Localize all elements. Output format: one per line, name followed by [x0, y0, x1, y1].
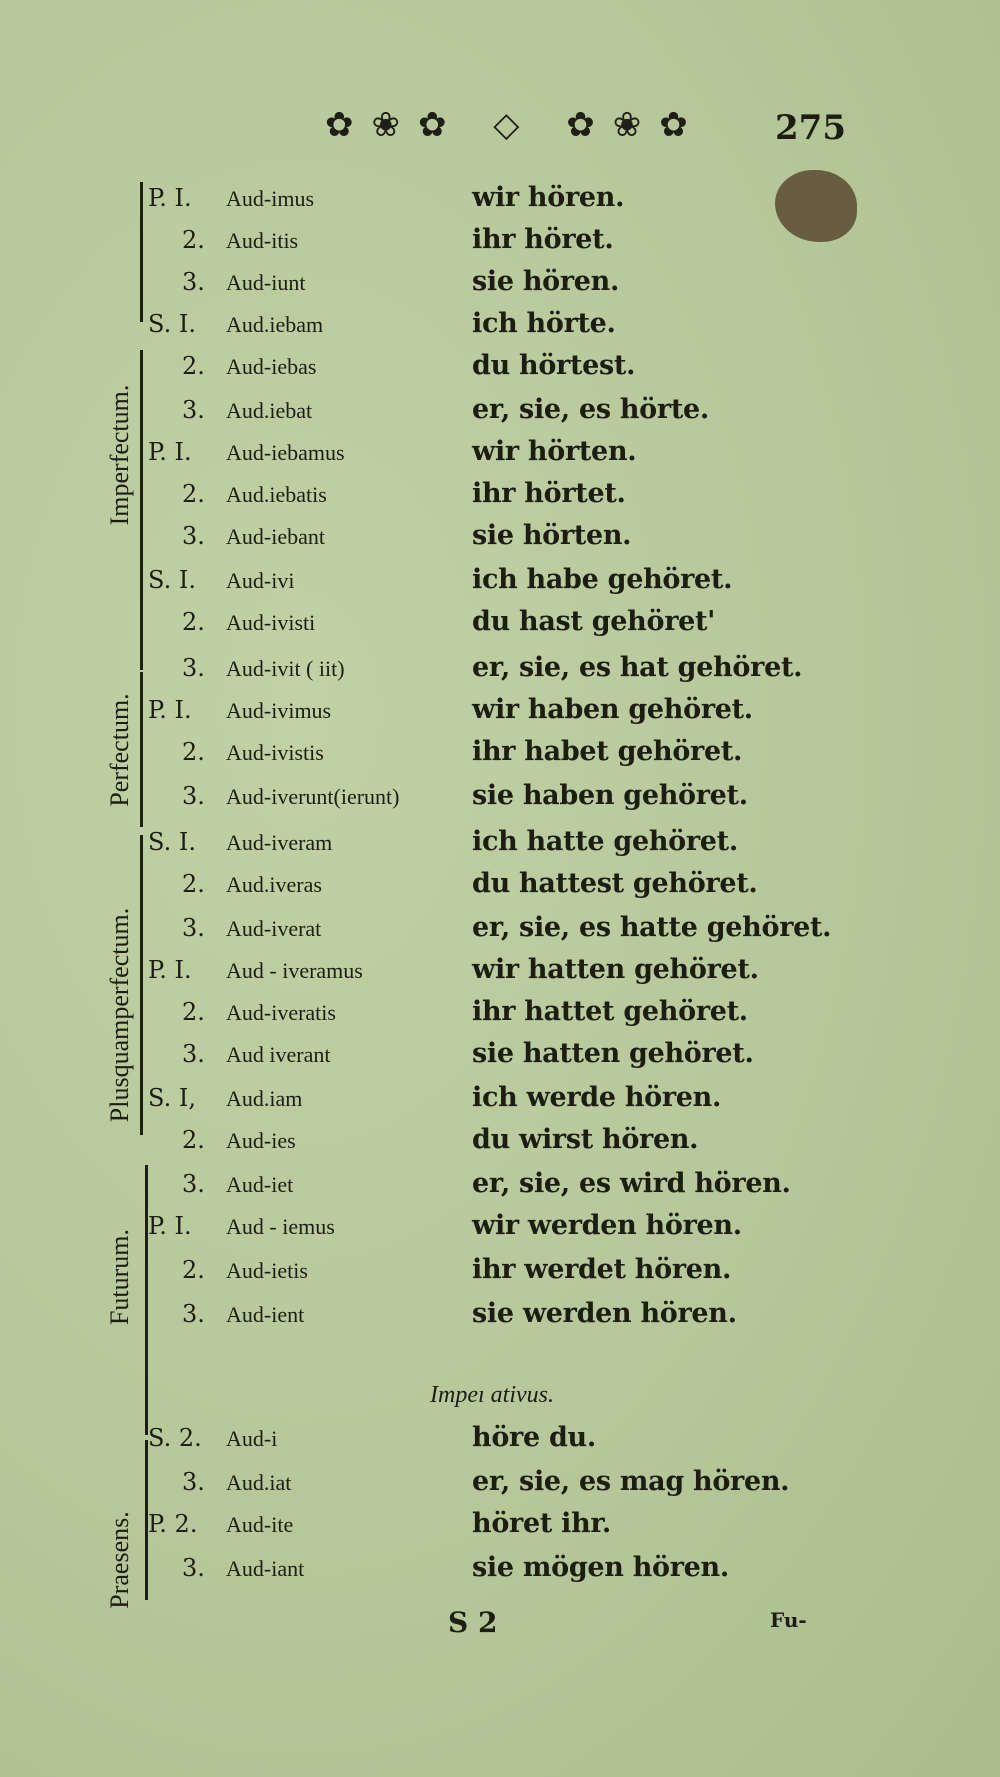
latin-form: Aud-ivi	[226, 568, 295, 593]
latin-form: Aud-ite	[226, 1512, 294, 1537]
latin-form: Aud-ient	[226, 1302, 305, 1327]
table-row	[0, 648, 1000, 688]
section-futurum: Futurum.	[105, 1228, 134, 1326]
person-number: 3.	[182, 1554, 205, 1582]
person-number: 3.	[182, 1040, 205, 1068]
german-translation: er, sie, es mag hören.	[472, 1466, 790, 1497]
latin-form: Aud-iveratis	[226, 1000, 336, 1025]
person-number: 3.	[182, 396, 205, 424]
person-number: 3.	[182, 1170, 205, 1198]
latin-form: Aud-ivistis	[226, 740, 324, 765]
table-row	[0, 1206, 1000, 1246]
table-row	[0, 908, 1000, 948]
person-number: 2.	[182, 738, 205, 766]
german-translation: er, sie, es wird hören.	[472, 1168, 791, 1199]
person-number: S. 2.	[148, 1424, 202, 1452]
person-number: 2.	[182, 226, 205, 254]
person-number: S. I,	[148, 1084, 196, 1112]
person-number: S. I.	[148, 310, 196, 338]
person-number: 3.	[182, 1468, 205, 1496]
person-number: P. I.	[148, 438, 192, 466]
latin-form: Aud-iverunt(ierunt)	[226, 784, 400, 809]
catchword: Fu-	[770, 1608, 807, 1632]
table-row	[0, 516, 1000, 556]
german-translation: sie hören.	[472, 266, 620, 297]
latin-form: Aud-i	[226, 1426, 278, 1451]
person-number: 2.	[182, 608, 205, 636]
person-number: P. I.	[148, 1212, 192, 1240]
person-number: 2.	[182, 1256, 205, 1284]
latin-form: Aud-ivisti	[226, 610, 316, 635]
person-number: P. I.	[148, 956, 192, 984]
latin-form: Aud iverant	[226, 1042, 331, 1067]
person-number: P. I.	[148, 696, 192, 724]
latin-form: Aud.iveras	[226, 872, 322, 897]
latin-form: Aud-iebas	[226, 354, 317, 379]
german-translation: sie mögen hören.	[472, 1552, 729, 1583]
german-translation: du wirst hören.	[472, 1124, 699, 1155]
german-translation: ihr werdet hören.	[472, 1254, 732, 1285]
page-number: 275	[775, 108, 846, 148]
table-row	[0, 690, 1000, 730]
german-translation: wir hören.	[472, 182, 625, 213]
german-translation: sie werden hören.	[472, 1298, 737, 1329]
german-translation: er, sie, es hörte.	[472, 394, 709, 425]
table-row	[0, 992, 1000, 1032]
latin-form: Aud-iunt	[226, 270, 306, 295]
imperativus-heading: Impeı ativus.	[430, 1382, 554, 1408]
german-translation: er, sie, es hat gehöret.	[472, 652, 803, 683]
german-translation: du hast gehöret'	[472, 606, 716, 637]
german-translation: wir hörten.	[472, 436, 637, 467]
person-number: 3.	[182, 1300, 205, 1328]
latin-form: Aud-ies	[226, 1128, 296, 1153]
german-translation: wir haben gehöret.	[472, 694, 753, 725]
german-translation: er, sie, es hatte gehöret.	[472, 912, 832, 943]
person-number: S. I.	[148, 828, 196, 856]
latin-form: Aud-ietis	[226, 1258, 308, 1283]
person-number: 2.	[182, 480, 205, 508]
german-translation: ihr hattet gehöret.	[472, 996, 748, 1027]
latin-form: Aud.iam	[226, 1086, 303, 1111]
section-perfectum: Perfectum.	[105, 693, 134, 807]
latin-form: Aud-imus	[226, 186, 314, 211]
table-row	[0, 1120, 1000, 1160]
person-number: 2.	[182, 998, 205, 1026]
person-number: 3.	[182, 522, 205, 550]
table-row	[0, 390, 1000, 430]
latin-form: Aud.iebat	[226, 398, 313, 423]
person-number: 2.	[182, 1126, 205, 1154]
table-row	[0, 1418, 1000, 1458]
latin-form: Aud.iat	[226, 1470, 292, 1495]
german-translation: ich hörte.	[472, 308, 616, 339]
table-row	[0, 864, 1000, 904]
latin-form: Aud - iemus	[226, 1214, 335, 1239]
person-number: 3.	[182, 782, 205, 810]
person-number: 3.	[182, 914, 205, 942]
german-translation: sie haben gehöret.	[472, 780, 748, 811]
person-number: 2.	[182, 352, 205, 380]
german-translation: höret ihr.	[472, 1508, 611, 1539]
latin-form: Aud-iet	[226, 1172, 294, 1197]
german-translation: du hattest gehöret.	[472, 868, 758, 899]
german-translation: du hörtest.	[472, 350, 636, 381]
latin-form: Aud-iverat	[226, 916, 322, 941]
table-row	[0, 776, 1000, 816]
german-translation: ich habe gehöret.	[472, 564, 733, 595]
signature-mark: S 2	[448, 1606, 498, 1639]
table-row	[0, 1078, 1000, 1118]
section-imperfectum: Imperfectum.	[105, 384, 134, 526]
person-number: 3.	[182, 654, 205, 682]
latin-form: Aud-itis	[226, 228, 299, 253]
table-row	[0, 950, 1000, 990]
person-number: P. 2.	[148, 1510, 198, 1538]
table-row	[0, 1250, 1000, 1290]
person-number: 3.	[182, 268, 205, 296]
german-translation: wir hatten gehöret.	[472, 954, 759, 985]
latin-form: Aud-iebant	[226, 524, 325, 549]
table-row	[0, 474, 1000, 514]
latin-form: Aud.iebatis	[226, 482, 327, 507]
person-number: S. I.	[148, 566, 196, 594]
german-translation: ich hatte gehöret.	[472, 826, 738, 857]
table-row	[0, 1294, 1000, 1334]
latin-form: Aud.iebam	[226, 312, 324, 337]
table-row	[0, 178, 1000, 218]
german-translation: sie hörten.	[472, 520, 632, 551]
german-translation: ihr höret.	[472, 224, 614, 255]
german-translation: wir werden hören.	[472, 1210, 742, 1241]
german-translation: ich werde hören.	[472, 1082, 722, 1113]
table-row	[0, 262, 1000, 302]
latin-form: Aud-ivimus	[226, 698, 332, 723]
table-row	[0, 346, 1000, 386]
latin-form: Aud-iebamus	[226, 440, 345, 465]
table-row	[0, 560, 1000, 600]
table-row	[0, 602, 1000, 642]
table-row	[0, 1164, 1000, 1204]
table-row	[0, 732, 1000, 772]
header-ornament: ✿❀✿ ◇ ✿❀✿	[325, 105, 706, 145]
table-row	[0, 822, 1000, 862]
latin-form: Aud-iveram	[226, 830, 333, 855]
person-number: 2.	[182, 870, 205, 898]
table-row	[0, 1548, 1000, 1588]
table-row	[0, 304, 1000, 344]
table-row	[0, 432, 1000, 472]
section-praesens: Praesens.	[105, 1511, 134, 1609]
german-translation: höre du.	[472, 1422, 596, 1453]
table-row	[0, 220, 1000, 260]
person-number: P. I.	[148, 184, 192, 212]
table-row	[0, 1034, 1000, 1074]
german-translation: sie hatten gehöret.	[472, 1038, 754, 1069]
table-row	[0, 1504, 1000, 1544]
table-row	[0, 1462, 1000, 1502]
latin-form: Aud - iveramus	[226, 958, 363, 983]
german-translation: ihr habet gehöret.	[472, 736, 743, 767]
german-translation: ihr hörtet.	[472, 478, 626, 509]
section-plusquamperfectum: Plusquamperfectum.	[105, 907, 134, 1123]
latin-form: Aud-ivit ( iit)	[226, 656, 345, 681]
latin-form: Aud-iant	[226, 1556, 305, 1581]
